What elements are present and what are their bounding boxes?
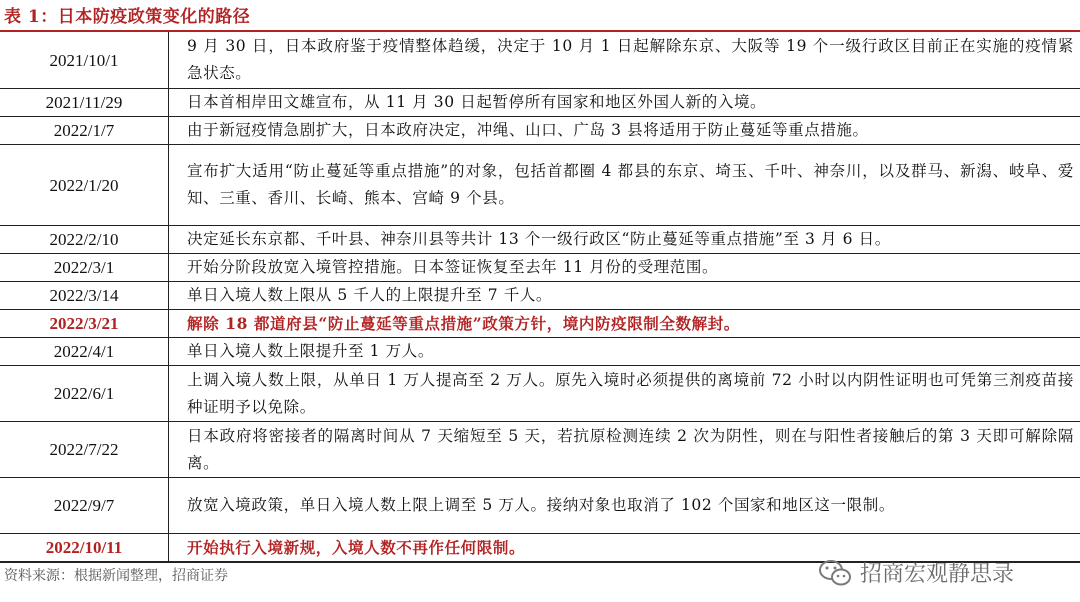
source-note: 资料来源：根据新闻整理，招商证券 <box>4 568 228 584</box>
table-title: 表 1：日本防疫政策变化的路径 <box>4 7 251 27</box>
watermark-text: 招商宏观静思录 <box>860 562 1015 587</box>
row-description: 放宽入境政策，单日入境人数上限上调至 5 万人。接纳对象也取消了 102 个国家和地区这一限制。 <box>169 478 1080 534</box>
table-row <box>0 478 1080 534</box>
table-row <box>0 89 1080 117</box>
row-description: 由于新冠疫情急剧扩大，日本政府决定，冲绳、山口、广岛 3 县将适用于防止蔓延等重点措施。 <box>169 117 1080 145</box>
row-date: 2021/10/1 <box>0 32 169 89</box>
row-description: 日本首相岸田文雄宣布，从 11 月 30 日起暂停所有国家和地区外国人新的入境。 <box>169 89 1080 117</box>
table-row <box>0 254 1080 282</box>
row-description: 单日入境人数上限从 5 千人的上限提升至 7 千人。 <box>169 282 1080 310</box>
row-description: 开始执行入境新规，入境人数不再作任何限制。 <box>169 534 1080 563</box>
row-date: 2022/3/14 <box>0 282 169 310</box>
row-description: 单日入境人数上限提升至 1 万人。 <box>169 338 1080 366</box>
table-row-highlight <box>0 310 1080 338</box>
watermark <box>818 557 1014 588</box>
table-row <box>0 282 1080 310</box>
table-row <box>0 366 1080 422</box>
table-row <box>0 117 1080 145</box>
row-description: 9 月 30 日，日本政府鉴于疫情整体趋缓，决定于 10 月 1 日起解除东京、大阪等 19 个一级行政区目前正在实施的疫情紧急状态。 <box>169 32 1080 89</box>
row-description: 日本政府将密接者的隔离时间从 7 天缩短至 5 天，若抗原检测连续 2 次为阴性，则在与阳性者接触后的第 3 天即可解除隔离。 <box>169 422 1080 478</box>
wechat-icon <box>818 559 852 587</box>
row-date: 2021/11/29 <box>0 89 169 117</box>
row-description: 宣布扩大适用“防止蔓延等重点措施”的对象，包括首都圈 4 都县的东京、埼玉、千叶、神奈川，以及群马、新潟、岐阜、爱知、三重、香川、长崎、熊本、宫崎 9 个县。 <box>169 145 1080 226</box>
policy-table <box>0 32 1080 563</box>
row-description: 解除 18 都道府县“防止蔓延等重点措施”政策方针，境内防疫限制全数解封。 <box>169 310 1080 338</box>
row-date: 2022/4/1 <box>0 338 169 366</box>
row-description: 开始分阶段放宽入境管控措施。日本签证恢复至去年 11 月份的受理范围。 <box>169 254 1080 282</box>
row-date: 2022/7/22 <box>0 422 169 478</box>
table-row <box>0 226 1080 254</box>
row-date: 2022/2/10 <box>0 226 169 254</box>
row-description: 上调入境人数上限，从单日 1 万人提高至 2 万人。原先入境时必须提供的离境前 72 小时以内阴性证明也可凭第三剂疫苗接种证明予以免除。 <box>169 366 1080 422</box>
table-row <box>0 338 1080 366</box>
table-row <box>0 32 1080 89</box>
row-date: 2022/1/7 <box>0 117 169 145</box>
row-date: 2022/10/11 <box>0 534 169 563</box>
row-date: 2022/9/7 <box>0 478 169 534</box>
table-row <box>0 422 1080 478</box>
row-date: 2022/3/21 <box>0 310 169 338</box>
row-date: 2022/6/1 <box>0 366 169 422</box>
row-date: 2022/1/20 <box>0 145 169 226</box>
row-description: 决定延长东京都、千叶县、神奈川县等共计 13 个一级行政区“防止蔓延等重点措施”至 3 月 6 日。 <box>169 226 1080 254</box>
table-row <box>0 145 1080 226</box>
row-date: 2022/3/1 <box>0 254 169 282</box>
